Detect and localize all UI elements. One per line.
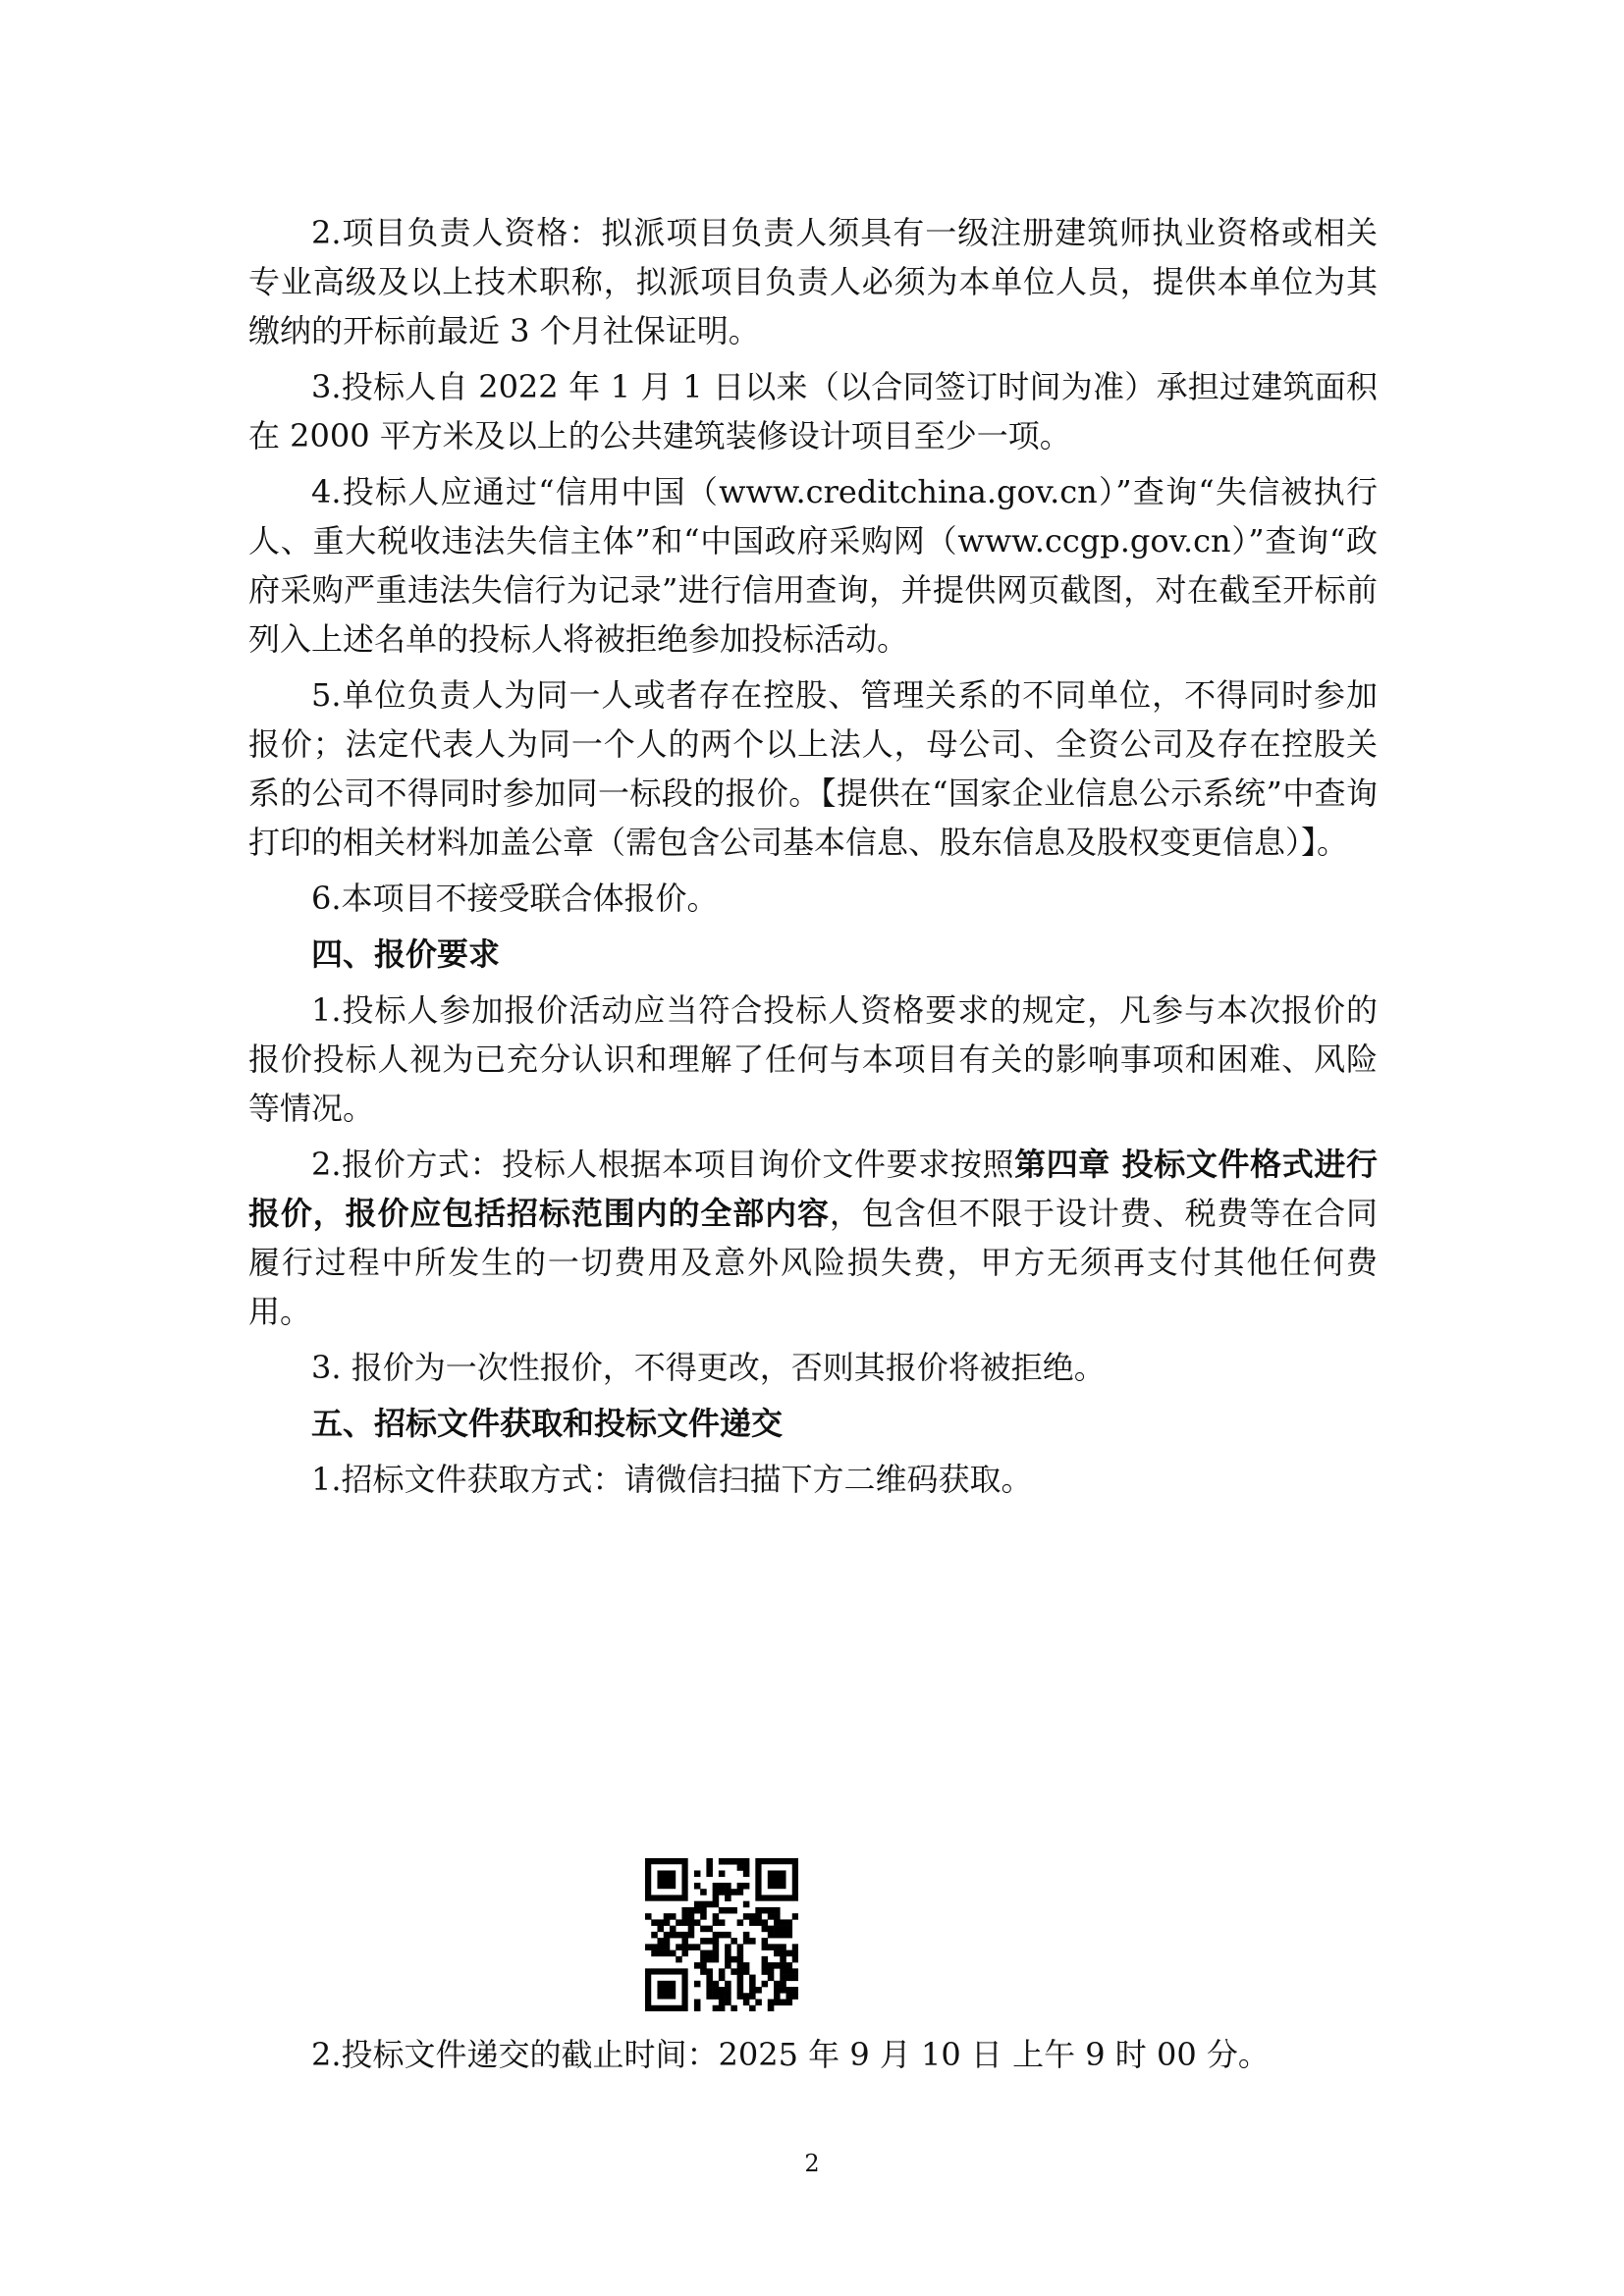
section-heading-quotation: 四、报价要求 (311, 935, 501, 973)
paragraph-quotation-3: 3. 报价为一次性报价，不得更改，否则其报价将被拒绝。 (311, 1349, 1106, 1386)
paragraph-no-consortium: 6.本项目不接受联合体报价。 (311, 880, 719, 917)
document-body (248, 208, 1378, 1511)
paragraph-project-leader: 2.项目负责人资格：拟派项目负责人须具有一级注册建筑师执业资格或相关专业高级及以上技术职称，拟派项目负责人必须为本单位人员，提供本单位为其缴纳的开标前最近 3 个月社保证明。 (248, 214, 1378, 349)
quotation-2-rest: ，包含但不限于设计费、税费等在合同履行过程中所发生的一切费用及意外风险损失费，甲方无须再支付其他任何费用。 (248, 1195, 1378, 1330)
qr-code-icon (645, 1858, 798, 2011)
quotation-2-lead: 2.报价方式：投标人根据本项目询价文件要求按照 (311, 1146, 1015, 1183)
section-heading-documents: 五、招标文件获取和投标文件递交 (311, 1405, 784, 1442)
paragraph-related-units: 5.单位负责人为同一人或者存在控股、管理关系的不同单位，不得同时参加报价；法定代表人为同一个人的两个以上法人，母公司、全资公司及存在控股关系的公司不得同时参加同一标段的报价。【提供在“国家企业信息公示系统”中查询打印的相关材料加盖公章（需包含公司基本信息、股东信息及股权变更信息）】。 (248, 676, 1378, 861)
paragraph-quotation-1: 1.投标人参加报价活动应当符合投标人资格要求的规定，凡参与本次报价的报价投标人视为已充分认识和理解了任何与本项目有关的影响事项和困难、风险等情况。 (248, 991, 1378, 1127)
paragraph-credit-check: 4.投标人应通过“信用中国（www.creditchina.gov.cn）”查询“失信被执行人、重大税收违法失信主体”和“中国政府采购网（www.ccgp.gov.cn）”查询“政府采购严重违法失信行为记录”进行信用查询，并提供网页截图，对在截至开标前列入上述名单的投标人将被拒绝参加投标活动。 (248, 473, 1378, 658)
quotation-2-emphasis: 第四章 投标文件格式进行报价，报价应包括招标范围内的全部内容 (248, 1146, 1378, 1232)
deadline-block (248, 2030, 1378, 2086)
qr-code-graphic (645, 1858, 798, 2011)
paragraph-deadline: 2.投标文件递交的截止时间：2025 年 9 月 10 日 上午 9 时 00 分。 (311, 2036, 1270, 2073)
paragraph-experience: 3.投标人自 2022 年 1 月 1 日以来（以合同签订时间为准）承担过建筑面积在 2000 平方米及以上的公共建筑装修设计项目至少一项。 (248, 368, 1378, 454)
paragraph-doc-acquisition: 1.招标文件获取方式：请微信扫描下方二维码获取。 (311, 1461, 1033, 1498)
page-number: 2 (804, 2150, 820, 2177)
paragraph-quotation-2 (248, 1140, 1378, 1336)
